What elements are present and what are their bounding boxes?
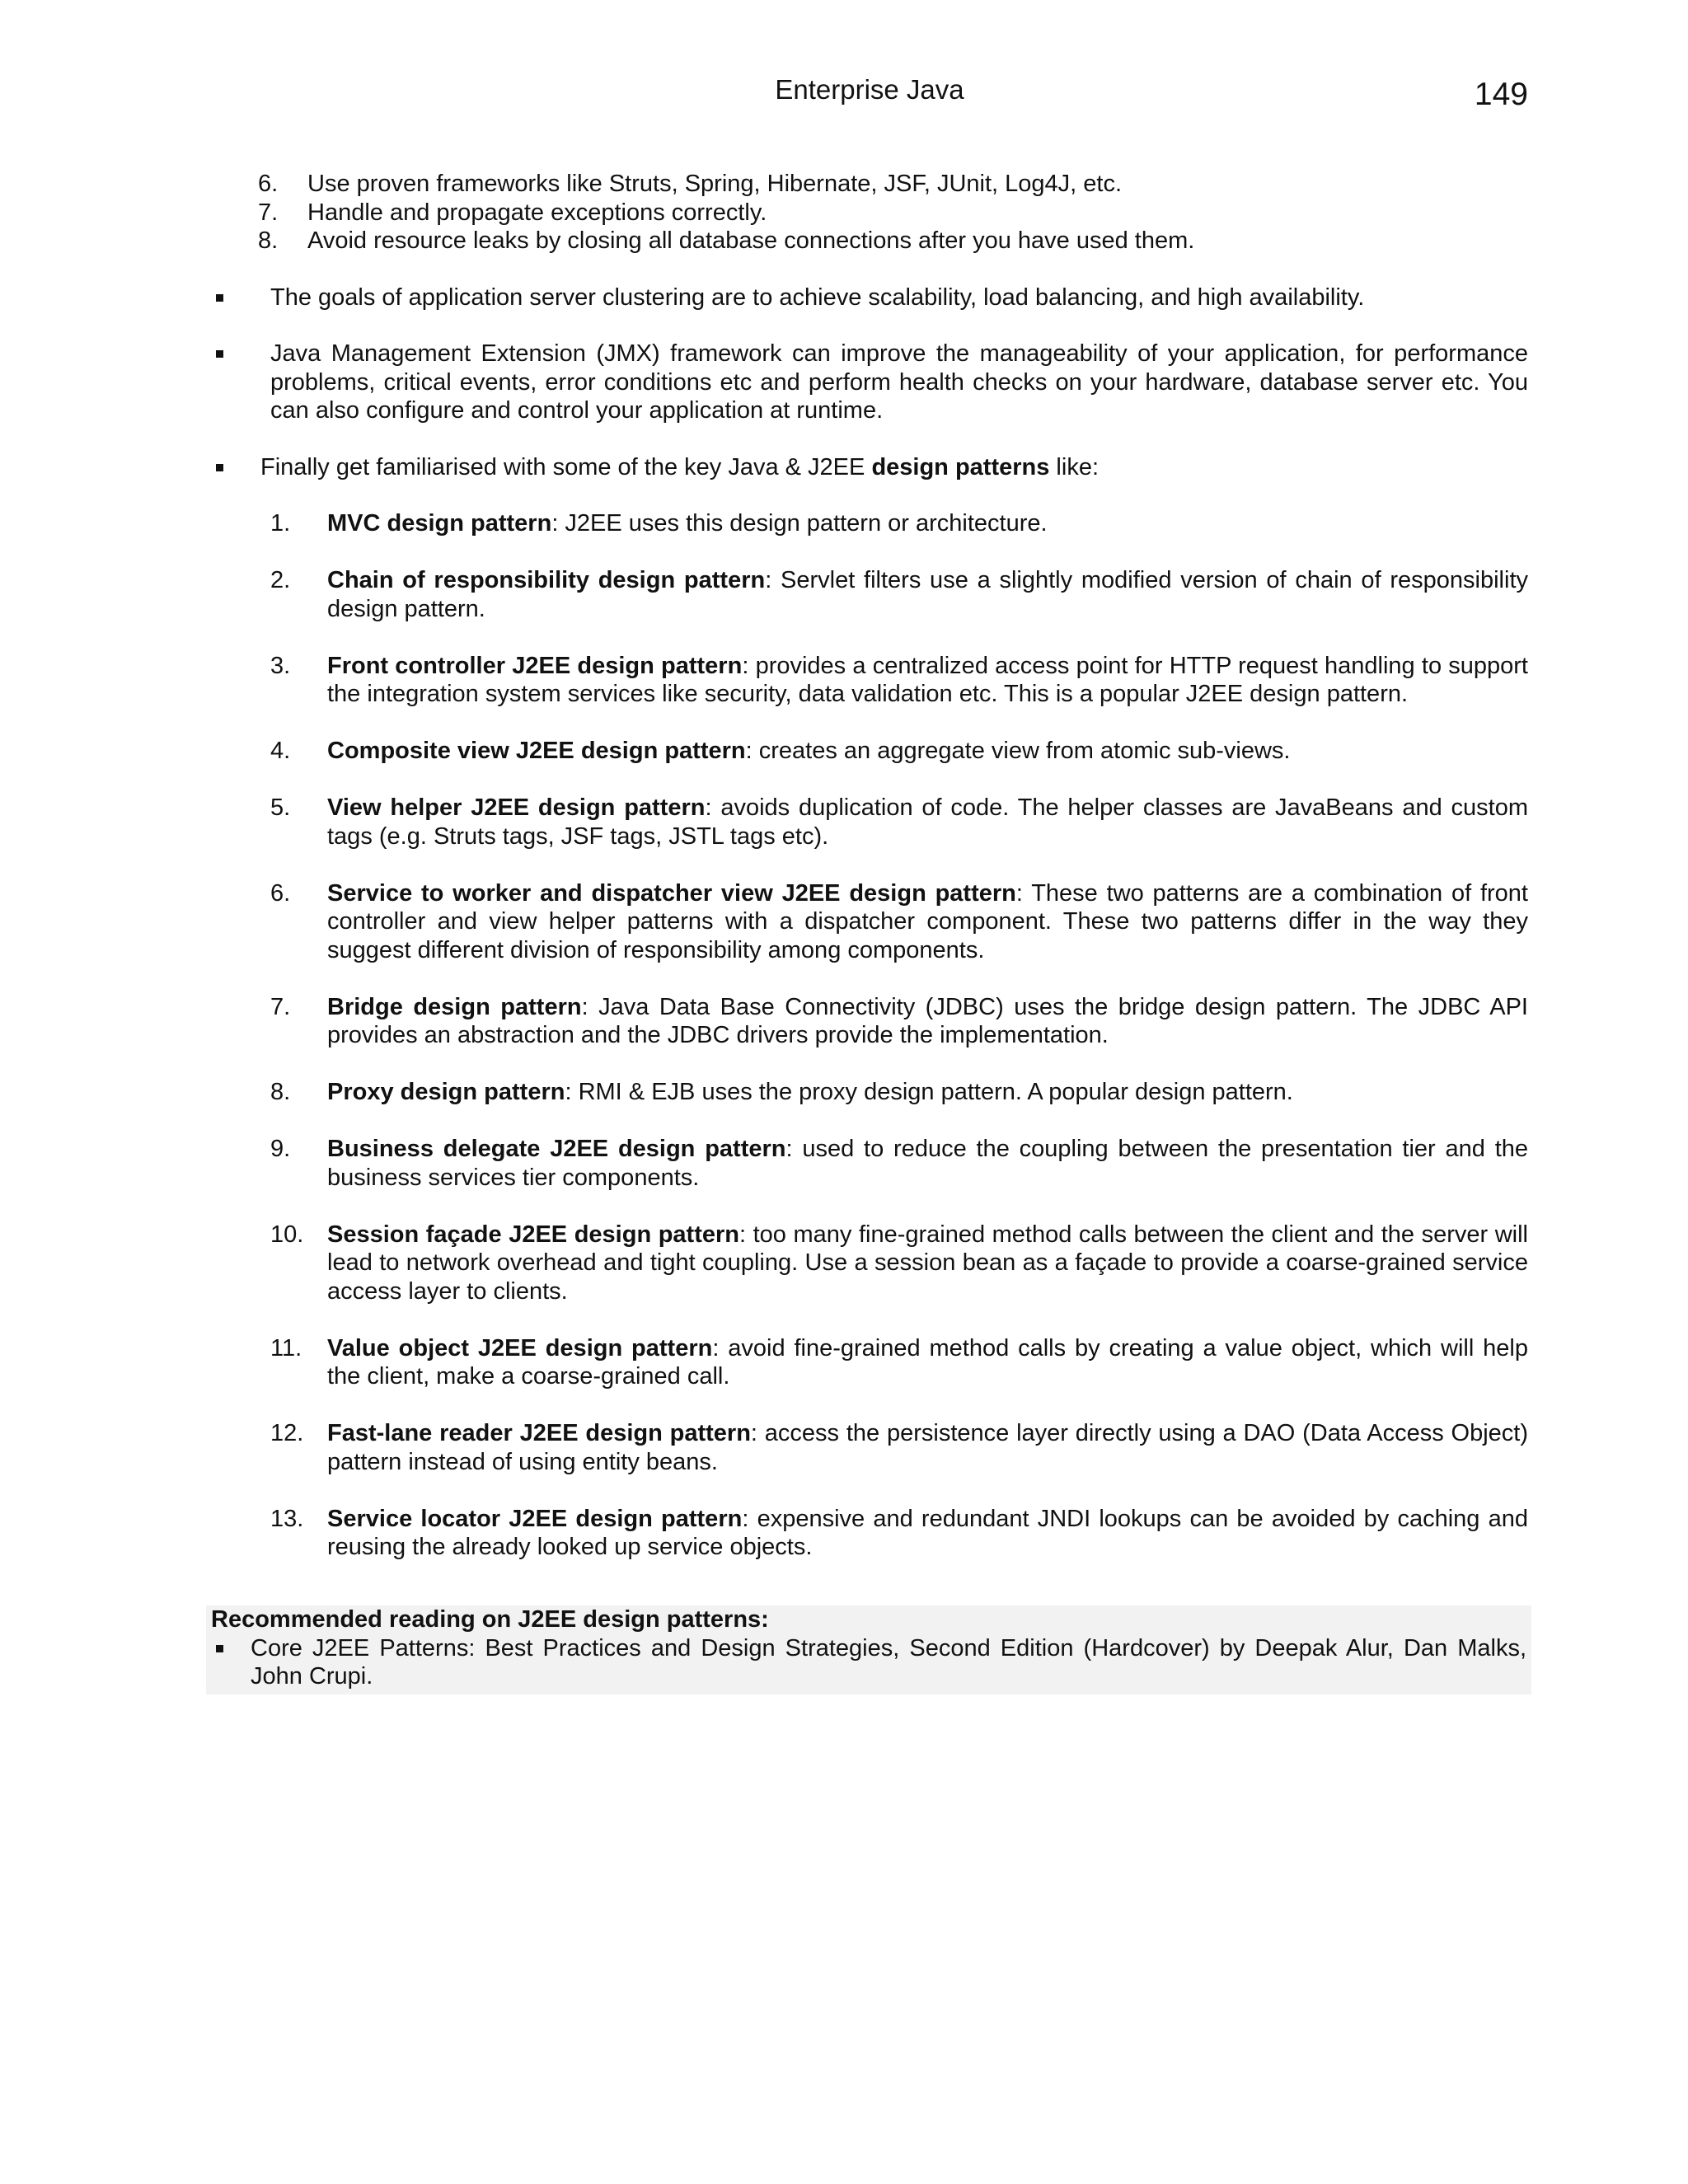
item-text: Avoid resource leaks by closing all database connections after you have used them. [307, 227, 1195, 254]
pattern-name: Service locator J2EE design pattern [327, 1505, 743, 1532]
pattern-item [208, 1505, 1528, 1562]
pattern-item [208, 1135, 1528, 1192]
pattern-desc: : These two patterns are a combination of front controller and view helper patterns with a dispatcher component. These two patterns differ in the way they suggest different division of responsibility among components. [327, 879, 1528, 963]
pattern-name: Business delegate J2EE design pattern [327, 1136, 786, 1162]
pattern-desc: : access the persistence layer directly using a DAO (Data Access Object) pattern instead of using entity beans. [327, 1420, 1528, 1475]
intro-text-after: like: [1049, 453, 1100, 480]
pattern-name: Front controller J2EE design pattern [327, 652, 743, 679]
design-patterns-list [208, 509, 1528, 1562]
pattern-item [208, 993, 1528, 1050]
item-number: 10. [270, 1221, 304, 1248]
bullet-paragraph-jmx [208, 340, 1528, 425]
pattern-name: Chain of responsibility design pattern [327, 567, 766, 593]
item-number: 9. [270, 1136, 291, 1162]
item-number: 12. [270, 1420, 304, 1446]
item-number: 7. [258, 199, 279, 226]
recommended-reading-title: Recommended reading on J2EE design patterns: [211, 1606, 769, 1633]
item-text: Handle and propagate exceptions correctly. [307, 199, 767, 226]
item-number: 3. [270, 652, 291, 679]
pattern-item [208, 879, 1528, 965]
square-bullet-icon [216, 350, 223, 358]
item-number: 11. [270, 1334, 302, 1361]
recommended-reading-item [211, 1634, 1526, 1691]
item-number: 2. [270, 567, 291, 593]
pattern-item [208, 509, 1528, 538]
recommended-reading-box [206, 1605, 1531, 1694]
running-header-title: Enterprise Java [775, 74, 964, 105]
pattern-item [208, 1221, 1528, 1306]
intro-text-before: Finally get familiarised with some of the key Java & J2EE [260, 453, 872, 480]
list-item [208, 170, 1528, 199]
item-number: 6. [270, 879, 291, 907]
list-item [208, 199, 1528, 227]
pattern-name: Service to worker and dispatcher view J2EE design pattern [327, 879, 1016, 907]
square-bullet-icon [216, 464, 223, 471]
item-number: 13. [270, 1505, 304, 1532]
bullet-text: Java Management Extension (JMX) framework can improve the manageability of your application, for performance problems, critical events, error conditions etc and perform health checks on your hardware, database server etc. You can also configure and control your application at runtime. [270, 340, 1528, 424]
list-item [208, 227, 1528, 255]
pattern-item [208, 566, 1528, 623]
pattern-item [208, 737, 1528, 766]
pattern-name: Session façade J2EE design pattern [327, 1221, 739, 1248]
intro-text-bold: design patterns [871, 453, 1050, 480]
pattern-item [208, 794, 1528, 851]
page-body [208, 170, 1528, 1590]
pattern-desc: : Java Data Base Connectivity (JDBC) uses the bridge design pattern. The JDBC API provides an abstraction and the JDBC drivers provide the implementation. [327, 993, 1528, 1048]
intro-numbered-list [208, 170, 1528, 255]
recommended-reading-text: Core J2EE Patterns: Best Practices and Design Strategies, Second Edition (Hardcover) by Deepak Alur, Dan Malks, John Crupi. [251, 1634, 1526, 1690]
item-number: 4. [270, 738, 291, 764]
pattern-desc: : Servlet filters use a slightly modified version of chain of responsibility design pattern. [327, 567, 1528, 622]
square-bullet-icon [216, 294, 223, 302]
item-number: 6. [258, 171, 279, 197]
pattern-name: View helper J2EE design pattern [327, 794, 706, 821]
pattern-desc: : used to reduce the coupling between the presentation tier and the business services tier components. [327, 1136, 1529, 1191]
pattern-name: MVC design pattern [327, 510, 552, 537]
item-number: 8. [258, 227, 279, 254]
item-number: 8. [270, 1079, 291, 1105]
pattern-item [208, 1419, 1528, 1476]
item-number: 7. [270, 993, 291, 1020]
pattern-desc: : avoid fine-grained method calls by creating a value object, which will help the client, make a coarse-grained call. [327, 1334, 1528, 1390]
pattern-desc: : too many fine-grained method calls between the client and the server will lead to network overhead and tight coupling. Use a session bean as a façade to provide a coarse-grained service access layer to clients. [327, 1221, 1528, 1305]
item-text: Use proven frameworks like Struts, Spring, Hibernate, JSF, JUnit, Log4J, etc. [307, 171, 1123, 197]
square-bullet-icon [216, 1645, 223, 1652]
pattern-desc: : RMI & EJB uses the proxy design pattern. A popular design pattern. [565, 1079, 1293, 1105]
bullet-paragraph-patterns-intro [208, 453, 1528, 482]
pattern-name: Value object J2EE design pattern [327, 1334, 713, 1361]
pattern-item [208, 1334, 1528, 1391]
pattern-desc: : expensive and redundant JNDI lookups can be avoided by caching and reusing the already looked up service objects. [327, 1505, 1528, 1560]
pattern-name: Proxy design pattern [327, 1079, 565, 1105]
pattern-desc: : creates an aggregate view from atomic sub-views. [745, 738, 1291, 764]
pattern-item [208, 652, 1528, 709]
pattern-name: Fast-lane reader J2EE design pattern [327, 1420, 751, 1446]
pattern-desc: : avoids duplication of code. The helper classes are JavaBeans and custom tags (e.g. Struts tags, JSF tags, JSTL tags etc). [327, 794, 1528, 850]
pattern-desc: : J2EE uses this design pattern or architecture. [551, 510, 1048, 537]
item-number: 5. [270, 794, 291, 821]
item-number: 1. [270, 510, 291, 537]
pattern-desc: : provides a centralized access point for HTTP request handling to support the integration system services like security, data validation etc. This is a popular J2EE design pattern. [327, 652, 1528, 707]
bullet-paragraph-clustering [208, 284, 1528, 312]
page-number: 149 [1474, 77, 1528, 112]
pattern-name: Bridge design pattern [327, 993, 582, 1020]
pattern-name: Composite view J2EE design pattern [327, 738, 746, 764]
pattern-item [208, 1078, 1528, 1107]
bullet-text: The goals of application server clustering are to achieve scalability, load balancing, and high availability. [270, 284, 1365, 311]
